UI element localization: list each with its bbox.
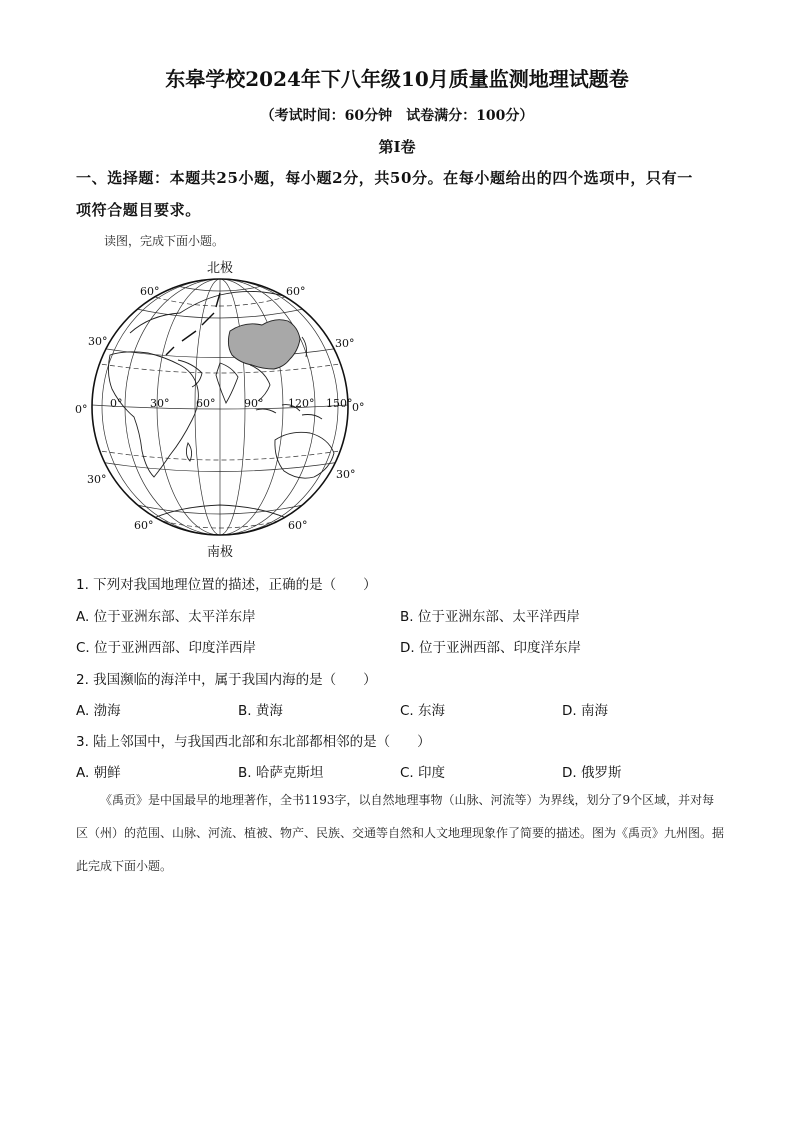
- question-2-option-c[interactable]: C. 东海: [400, 703, 446, 719]
- lat-label: 60°: [134, 519, 154, 532]
- question-2-stem: 2. 我国濒临的海洋中，属于我国内海的是（ ）: [76, 672, 377, 688]
- north-pole-label: 北极: [206, 261, 234, 276]
- lat-label: 0°: [75, 403, 88, 416]
- question-2-option-d[interactable]: D. 南海: [562, 703, 608, 719]
- lat-label: 60°: [286, 285, 306, 298]
- question-3-option-a[interactable]: A. 朝鲜: [76, 765, 121, 781]
- question-2-option-a[interactable]: A. 渤海: [76, 703, 121, 719]
- lon-label: 60°: [196, 397, 216, 410]
- lat-label: 60°: [140, 285, 160, 298]
- section-heading-line1: 一、选择题：本题共25小题，每小题2分，共50分。在每小题给出的四个选项中，只有一: [76, 169, 693, 187]
- map-instruction: 读图，完成下面小题。: [104, 234, 225, 248]
- lat-label: 30°: [336, 468, 356, 481]
- lat-label: 60°: [288, 519, 308, 532]
- lat-label: 30°: [88, 335, 108, 348]
- question-1-option-d[interactable]: D. 位于亚洲西部、印度洋东岸: [400, 640, 581, 656]
- volume-label: 第Ⅰ卷: [378, 138, 416, 156]
- south-pole-label: 南极: [206, 545, 234, 560]
- lon-label: 120°: [288, 397, 315, 410]
- question-2-option-b[interactable]: B. 黄海: [238, 703, 283, 719]
- exam-info: （考试时间：60分钟 试卷满分：100分）: [260, 108, 534, 124]
- lat-label: 30°: [335, 337, 355, 350]
- lon-label: 30°: [150, 397, 170, 410]
- question-3-stem: 3. 陆上邻国中，与我国西北部和东北部都相邻的是（ ）: [76, 734, 431, 750]
- lon-label: 150°: [326, 397, 353, 410]
- lon-label: 0°: [110, 397, 123, 410]
- lon-label: 90°: [244, 397, 264, 410]
- lat-label: 30°: [87, 473, 107, 486]
- question-1-option-a[interactable]: A. 位于亚洲东部、太平洋东岸: [76, 609, 256, 625]
- china-region: [228, 320, 300, 369]
- section-heading-line2: 项符合题目要求。: [76, 201, 201, 219]
- question-1-stem: 1. 下列对我国地理位置的描述，正确的是（ ）: [76, 577, 377, 593]
- question-3-option-c[interactable]: C. 印度: [400, 765, 446, 781]
- question-1-option-c[interactable]: C. 位于亚洲西部、印度洋西岸: [76, 640, 257, 656]
- passage-yugong: 《禹贡》是中国最早的地理著作，全书1193字，以自然地理事物（山脉、河流等）为界线，划分了9个区域，并对每区（州）的范围、山脉、河流、植被、物产、民族、交通等自然和人文地理现象作了简要的描述。图为《禹贡》九州图。据此完成下面小题。: [76, 793, 725, 873]
- question-3-option-d[interactable]: D. 俄罗斯: [562, 765, 622, 781]
- page-title: 东皋学校2024年下八年级10月质量监测地理试题卷: [165, 67, 629, 91]
- globe-map: [70, 255, 370, 565]
- question-3-option-b[interactable]: B. 哈萨克斯坦: [238, 765, 324, 781]
- question-1-option-b[interactable]: B. 位于亚洲东部、太平洋西岸: [400, 609, 580, 625]
- lat-label: 0°: [352, 401, 365, 414]
